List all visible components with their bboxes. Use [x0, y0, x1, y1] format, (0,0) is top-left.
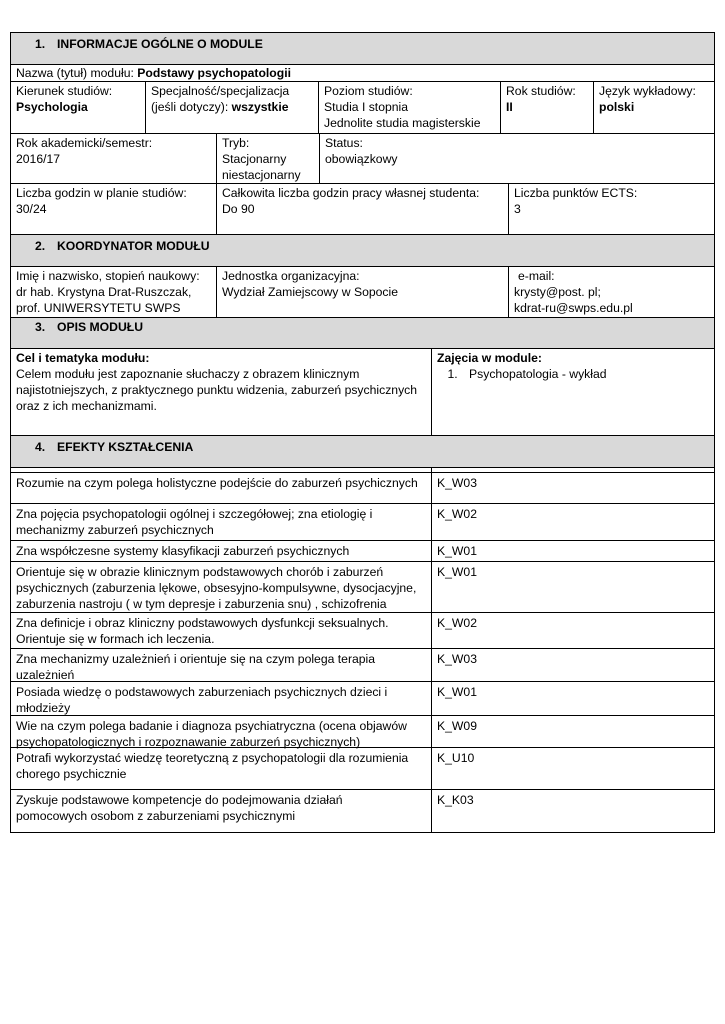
outcome-code-value: K_W02	[437, 616, 477, 630]
language-label: Język wykładowy:	[599, 84, 696, 98]
year-value: II	[506, 100, 513, 114]
outcome-description	[11, 504, 432, 540]
outcome-row	[10, 716, 715, 748]
outcome-row	[10, 504, 715, 541]
hours-row	[10, 184, 715, 235]
coordinator-name-cell	[11, 267, 217, 317]
email-cell	[509, 267, 714, 317]
outcome-code	[432, 473, 714, 503]
module-info-row	[10, 82, 715, 134]
outcome-description	[11, 613, 432, 648]
ects-cell	[509, 184, 714, 234]
level-value-1: Studia I stopnia	[324, 100, 409, 114]
goal-cell	[11, 349, 432, 435]
unit-cell	[217, 267, 509, 317]
goal-text-line-2: najistotniejszych, z praktycznego punktu widzenia, zaburzeń psychicznych	[16, 383, 418, 397]
status-value: obowiązkowy	[325, 152, 398, 166]
outcome-code-value: K_W03	[437, 652, 477, 666]
outcome-row	[10, 790, 715, 833]
language-value: polski	[599, 100, 635, 114]
outcome-description-line: mechanizmy zaburzeń psychicznych	[16, 523, 214, 537]
outcome-code	[432, 649, 714, 681]
section-3-header-row	[10, 318, 715, 349]
outcomes-table	[10, 473, 715, 833]
section-3-title: OPIS MODUŁU	[57, 320, 143, 334]
outcome-code	[432, 716, 714, 747]
outcome-description-line: Zna mechanizmy uzależnień i orientuje się na czym polega terapia	[16, 652, 376, 666]
outcome-code	[432, 682, 714, 715]
section-4-header-row	[10, 436, 715, 468]
coordinator-title-value: prof. UNIWERSYTETU SWPS	[16, 301, 181, 315]
academic-year-label: Rok akademicki/semestr:	[16, 136, 153, 150]
field-cell	[11, 82, 146, 133]
field-label: Kierunek studiów:	[16, 84, 113, 98]
outcome-description	[11, 473, 432, 503]
outcome-description	[11, 790, 432, 832]
email-label: e-mail:	[518, 269, 555, 283]
self-study-cell	[217, 184, 509, 234]
outcome-row	[10, 562, 715, 613]
spacer-cell-right	[432, 468, 714, 472]
outcome-code-value: K_W03	[437, 476, 477, 490]
mode-value-1: Stacjonarny	[222, 152, 287, 166]
coordinator-name-value: dr hab. Krystyna Drat-Ruszczak,	[16, 285, 192, 299]
self-study-value: Do 90	[222, 202, 255, 216]
spec-label: Specjalność/specjalizacja	[151, 84, 290, 98]
outcome-description-line: zaburzenia nastroju ( w tym depresje i zaburzenia snu) , schizofrenia	[16, 597, 387, 611]
outcome-code	[432, 613, 714, 648]
goal-text-line-1: Celem modułu jest zapoznanie słuchaczy z obrazem klinicznym	[16, 367, 360, 381]
hours-cell	[11, 184, 217, 234]
spec-label-note: (jeśli dotyczy):	[151, 100, 232, 114]
mode-value-2: niestacjonarny	[222, 168, 301, 182]
outcome-description-line: chorego psychicznie	[16, 767, 127, 781]
outcome-code-value: K_K03	[437, 793, 474, 807]
outcome-description-line: Rozumie na czym polega holistyczne podejście do zaburzeń psychicznych	[16, 476, 418, 490]
ects-value: 3	[514, 202, 521, 216]
mode-label: Tryb:	[222, 136, 250, 150]
coordinator-row	[10, 267, 715, 318]
field-value: Psychologia	[16, 100, 88, 114]
outcome-code	[432, 504, 714, 540]
outcome-code-value: K_W01	[437, 685, 477, 699]
outcome-description-line: pomocowych osobom z zaburzeniami psychicznymi	[16, 809, 296, 823]
outcome-description	[11, 649, 432, 681]
mode-cell	[217, 134, 320, 183]
outcome-row	[10, 541, 715, 562]
level-cell	[319, 82, 501, 133]
unit-value: Wydział Zamiejscowy w Sopocie	[222, 285, 398, 299]
section-2-title: KOORDYNATOR MODUŁU	[57, 239, 210, 253]
level-label: Poziom studiów:	[324, 84, 413, 98]
hours-label: Liczba godzin w planie studiów:	[16, 186, 187, 200]
section-1-title: INFORMACJE OGÓLNE O MODULE	[57, 37, 263, 51]
spacer-cell-left	[11, 468, 432, 472]
outcome-code-value: K_W01	[437, 565, 477, 579]
outcome-code	[432, 790, 714, 832]
academic-year-value: 2016/17	[16, 152, 61, 166]
section-1-number: 1.	[35, 37, 46, 51]
outcome-description-line: młodzieży	[16, 701, 71, 715]
outcome-description-line: Zna pojęcia psychopatologii ogólnej i szczegółowej; zna etiologię i	[16, 507, 373, 521]
outcome-description	[11, 562, 432, 612]
module-name-label: Nazwa (tytuł) modułu:	[16, 66, 138, 80]
outcome-description-line: Zyskuje podstawowe kompetencje do podejmowania działań	[16, 793, 343, 807]
outcome-description-line: Wie na czym polega badanie i diagnoza psychiatryczna (ocena objawów	[16, 719, 407, 733]
outcome-code	[432, 748, 714, 789]
section-2-header-row	[10, 235, 715, 267]
section-4-number: 4.	[35, 440, 46, 454]
section-2-header	[11, 235, 714, 266]
outcome-description-line: Potrafi wykorzystać wiedzę teoretyczną z psychopatologii dla rozumienia	[16, 751, 409, 765]
outcome-description-line: psychicznych (zaburzenia lękowe, obsesyjno-kompulsywne, dysocjacyjne,	[16, 581, 417, 595]
outcome-description-line: Zna współczesne systemy klasyfikacji zaburzeń psychicznych	[16, 544, 350, 558]
goal-text-line-3: oraz z ich mechanizmami.	[16, 399, 157, 413]
self-study-label: Całkowita liczba godzin pracy własnej studenta:	[222, 186, 480, 200]
language-cell	[594, 82, 714, 133]
classes-list	[437, 366, 709, 382]
outcome-description	[11, 716, 432, 747]
outcome-row	[10, 473, 715, 504]
section-4-title: EFEKTY KSZTAŁCENIA	[57, 440, 194, 454]
outcome-code	[432, 541, 714, 561]
spec-value: wszystkie	[231, 100, 289, 114]
email-value-1[interactable]: krysty@post. pl;	[514, 285, 601, 299]
section-4-header	[11, 436, 714, 467]
outcome-description	[11, 541, 432, 561]
outcome-description-line: Zna definicje i obraz kliniczny podstawowych dysfunkcji seksualnych.	[16, 616, 389, 630]
outcome-code-value: K_W02	[437, 507, 477, 521]
status-label: Status:	[325, 136, 363, 150]
module-name-value: Podstawy psychopatologii	[137, 66, 291, 80]
outcome-description-line: Orientuje się w formach ich leczenia.	[16, 632, 215, 646]
outcome-row	[10, 682, 715, 716]
spec-cell	[146, 82, 319, 133]
academic-year-cell	[11, 134, 217, 183]
email-value-2[interactable]: kdrat-ru@swps.edu.pl	[514, 301, 633, 315]
unit-label: Jednostka organizacyjna:	[222, 269, 360, 283]
status-cell	[320, 134, 714, 183]
outcome-code-value: K_W01	[437, 544, 477, 558]
section-1-header-row	[10, 32, 715, 65]
section-2-number: 2.	[35, 239, 46, 253]
section-1-header	[11, 33, 714, 64]
module-card-form	[10, 32, 715, 833]
hours-value: 30/24	[16, 202, 47, 216]
goal-label: Cel i tematyka modułu:	[16, 351, 150, 365]
ects-label: Liczba punktów ECTS:	[514, 186, 638, 200]
classes-cell	[432, 349, 714, 435]
schedule-row	[10, 134, 715, 184]
year-cell	[501, 82, 594, 133]
outcome-code-value: K_W09	[437, 719, 477, 733]
outcome-row	[10, 748, 715, 790]
section-3-number: 3.	[35, 320, 46, 334]
outcome-description-line: psychopatologicznych i rozpoznawanie zaburzeń psychicznych)	[16, 735, 361, 749]
outcome-code	[432, 562, 714, 612]
module-name-row	[10, 65, 715, 82]
year-label: Rok studiów:	[506, 84, 576, 98]
class-item: 1. Psychopatologia - wykład	[461, 366, 709, 382]
classes-label: Zajęcia w module:	[437, 351, 542, 365]
outcome-description-line: uzależnień	[16, 668, 75, 682]
level-value-2: Jednolite studia magisterskie	[324, 116, 481, 130]
outcome-description-line: Orientuje się w obrazie klinicznym podstawowych chorób i zaburzeń	[16, 565, 384, 579]
outcome-description	[11, 748, 432, 789]
outcome-code-value: K_U10	[437, 751, 475, 765]
outcome-description	[11, 682, 432, 715]
outcome-description-line: Posiada wiedzę o podstawowych zaburzeniach psychicznych dzieci i	[16, 685, 388, 699]
coordinator-name-label: Imię i nazwisko, stopień naukowy:	[16, 269, 200, 283]
outcome-row	[10, 613, 715, 649]
section-3-header	[11, 318, 714, 348]
description-row	[10, 349, 715, 436]
outcome-row	[10, 649, 715, 682]
module-name-cell	[11, 65, 714, 81]
